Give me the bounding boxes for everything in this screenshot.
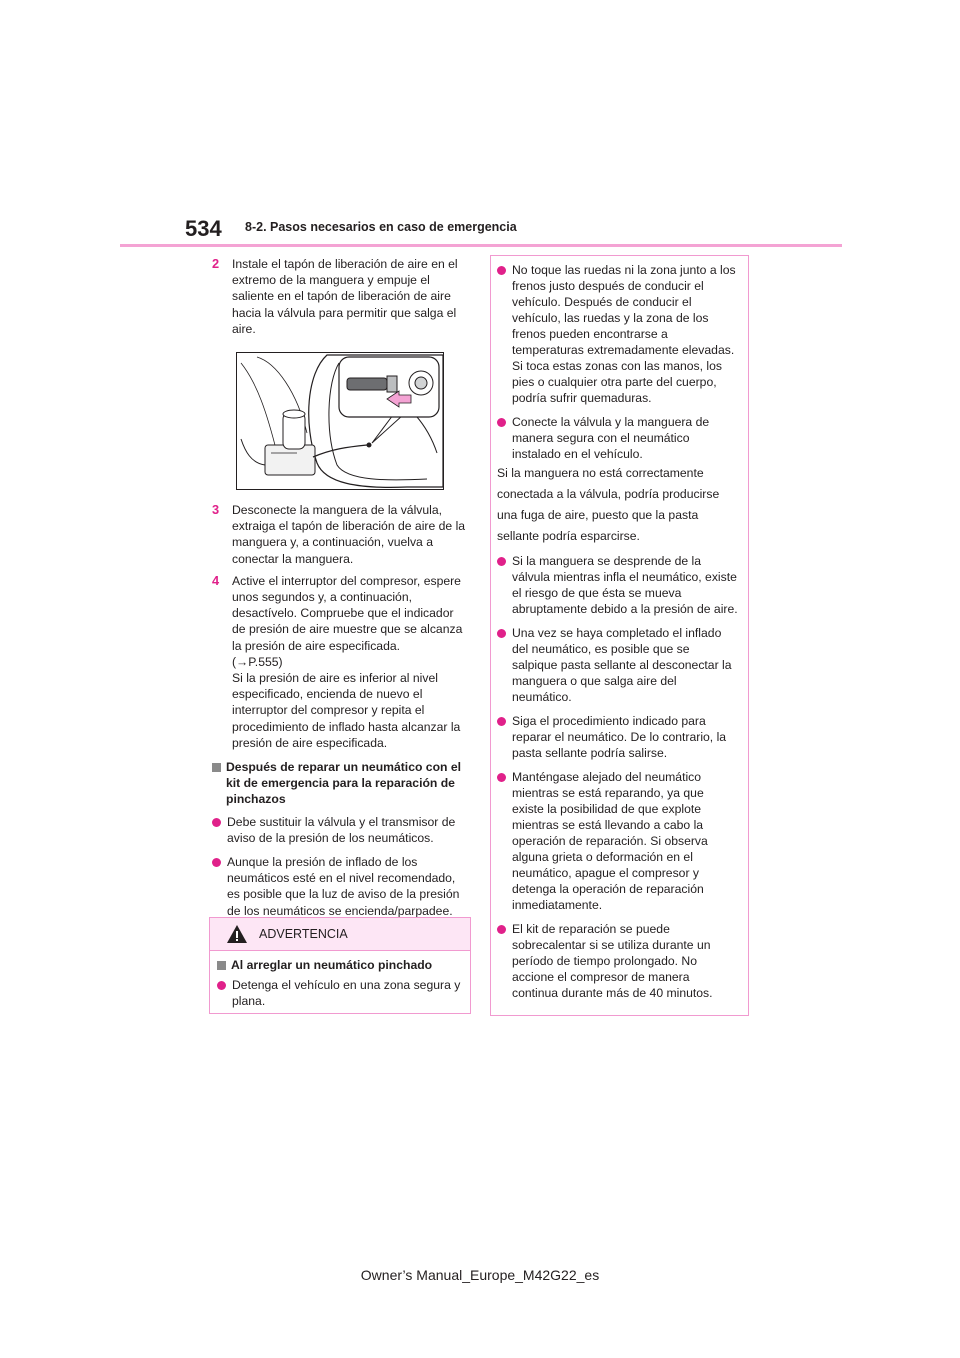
warning-body — [210, 951, 470, 1009]
list-item — [497, 769, 738, 913]
list-item — [497, 625, 738, 705]
page-reference-link[interactable]: (→P.555) — [232, 654, 283, 669]
plain-text-line: Si la manguera no está correctamente — [497, 466, 704, 480]
after-repair-heading — [212, 759, 470, 808]
bullet-dot-icon — [497, 925, 506, 934]
bullet-dot-icon — [497, 418, 506, 427]
step-text: Instale el tapón de liberación de aire en el extremo de la manguera y empuje el saliente en el tapón de liberación de aire hacia la válvula para permitir que salga el aire. — [232, 257, 458, 336]
warning-header — [210, 918, 470, 951]
list-item-text: Una vez se haya completado el inflado del neumático, es posible que se salpique pasta sellante al desconectar la manguera o que salga aire del neumático. — [512, 626, 732, 704]
bullet-dot-icon — [212, 818, 221, 827]
warning-triangle-icon — [226, 924, 248, 944]
warning-title: ADVERTENCIA — [259, 927, 348, 941]
bullet-dot-icon — [217, 981, 226, 990]
bullet-dot-icon — [497, 717, 506, 726]
bullet-dot-icon — [497, 773, 506, 782]
list-item-text: Detenga el vehículo en una zona segura y plana. — [232, 978, 461, 1008]
bullet-dot-icon — [497, 629, 506, 638]
heading-square-icon — [212, 763, 221, 772]
bullet-dot-icon — [497, 557, 506, 566]
list-item — [497, 553, 738, 617]
step-4-text: Active el interruptor del compresor, espere unos segundos y, a continuación, desactívelo. Compruebe que el indicador de presión de aire muestre que se alcanza la presión de aire especificada. — [232, 573, 463, 653]
step-text — [232, 573, 470, 751]
list-item — [497, 414, 738, 462]
list-item-text: Aunque la presión de inflado de los neumáticos esté en el nivel recomendado, es posible que la luz de aviso de la presión de los neumáticos se encienda/parpadee. — [227, 855, 460, 918]
step-4-note: Si la presión de aire es inferior al nivel especificado, encienda de nuevo el interruptor del compresor y repita el procedimiento de inflado hasta alcanzar la presión de aire especificada. — [232, 671, 461, 750]
warning-heading — [217, 957, 462, 973]
list-item — [497, 262, 738, 406]
plain-text-line: sellante podría esparcirse. — [497, 529, 640, 543]
step-3 — [212, 502, 470, 567]
list-item-text: El kit de reparación se puede sobrecalentar si se utiliza durante un período de tiempo prolongado. No accione el compresor de manera continua durante más de 40 minutos. — [512, 922, 713, 1000]
step-number: 3 — [212, 502, 220, 518]
page-number: 534 — [185, 216, 222, 241]
list-item — [497, 713, 738, 761]
left-column — [212, 256, 470, 927]
plain-text-line: conectada a la válvula, podría producirse — [497, 487, 720, 501]
list-item — [217, 977, 462, 1009]
list-item-text: Manténgase alejado del neumático mientras se está reparando, ya que existe la posibilidad de que explote mientras se está llevando a cabo la operación de reparación. Si observa alguna grieta o deformación en el neumático, apague el compresor y detenga la operación de reparación inmediatamente. — [512, 770, 708, 912]
header-rule — [120, 244, 842, 247]
heading-square-icon — [217, 961, 226, 970]
list-item-text: Conecte la válvula y la manguera de manera segura con el neumático instalado en el vehículo. — [512, 415, 710, 461]
footer-document-id: Owner’s Manual_Europe_M42G22_es — [360, 1267, 600, 1283]
step-number: 4 — [212, 572, 220, 588]
list-item-text: Siga el procedimiento indicado para reparar el neumático. De lo contrario, la pasta sellante podría salirse. — [512, 714, 727, 760]
step-4 — [212, 573, 470, 751]
heading-text: Al arreglar un neumático pinchado — [231, 958, 433, 972]
step-2 — [212, 256, 470, 337]
list-item-text: Si la manguera se desprende de la válvula mientras infla el neumático, existe el riesgo de que ésta se mueva abruptamente debido a la presión de aire. — [512, 554, 738, 616]
heading-text: Después de reparar un neumático con el kit de emergencia para la reparación de pinchazos — [226, 760, 462, 807]
warning-continued-box — [490, 255, 749, 1016]
bullet-dot-icon — [212, 858, 221, 867]
list-item-text: Debe sustituir la válvula y el transmisor de aviso de la presión de los neumáticos. — [227, 814, 456, 845]
plain-text-line: una fuga de aire, puesto que la pasta — [497, 508, 699, 522]
compressor-valve-illustration — [236, 352, 444, 490]
list-item — [212, 814, 470, 846]
list-item — [497, 921, 738, 1001]
step-number: 2 — [212, 256, 220, 271]
step-text: Desconecte la manguera de la válvula, extraiga el tapón de liberación de aire de la manguera y, a continuación, vuelva a conectar la manguera. — [232, 503, 466, 566]
section-title: 8-2. Pasos necesarios en caso de emergencia — [245, 220, 517, 234]
list-item-text: No toque las ruedas ni la zona junto a los frenos justo después de conducir el vehículo. Después de conducir el vehículo, las ruedas y la zona de los frenos pueden encontrarse a temperaturas extremadamente elevadas. Si toca estas zonas con las manos, los pies o cualquier otra parte del cuerpo, podría sufrir quemaduras. — [512, 263, 736, 405]
warning-box — [209, 917, 471, 1014]
bullet-dot-icon — [497, 266, 506, 275]
list-item — [212, 854, 470, 919]
